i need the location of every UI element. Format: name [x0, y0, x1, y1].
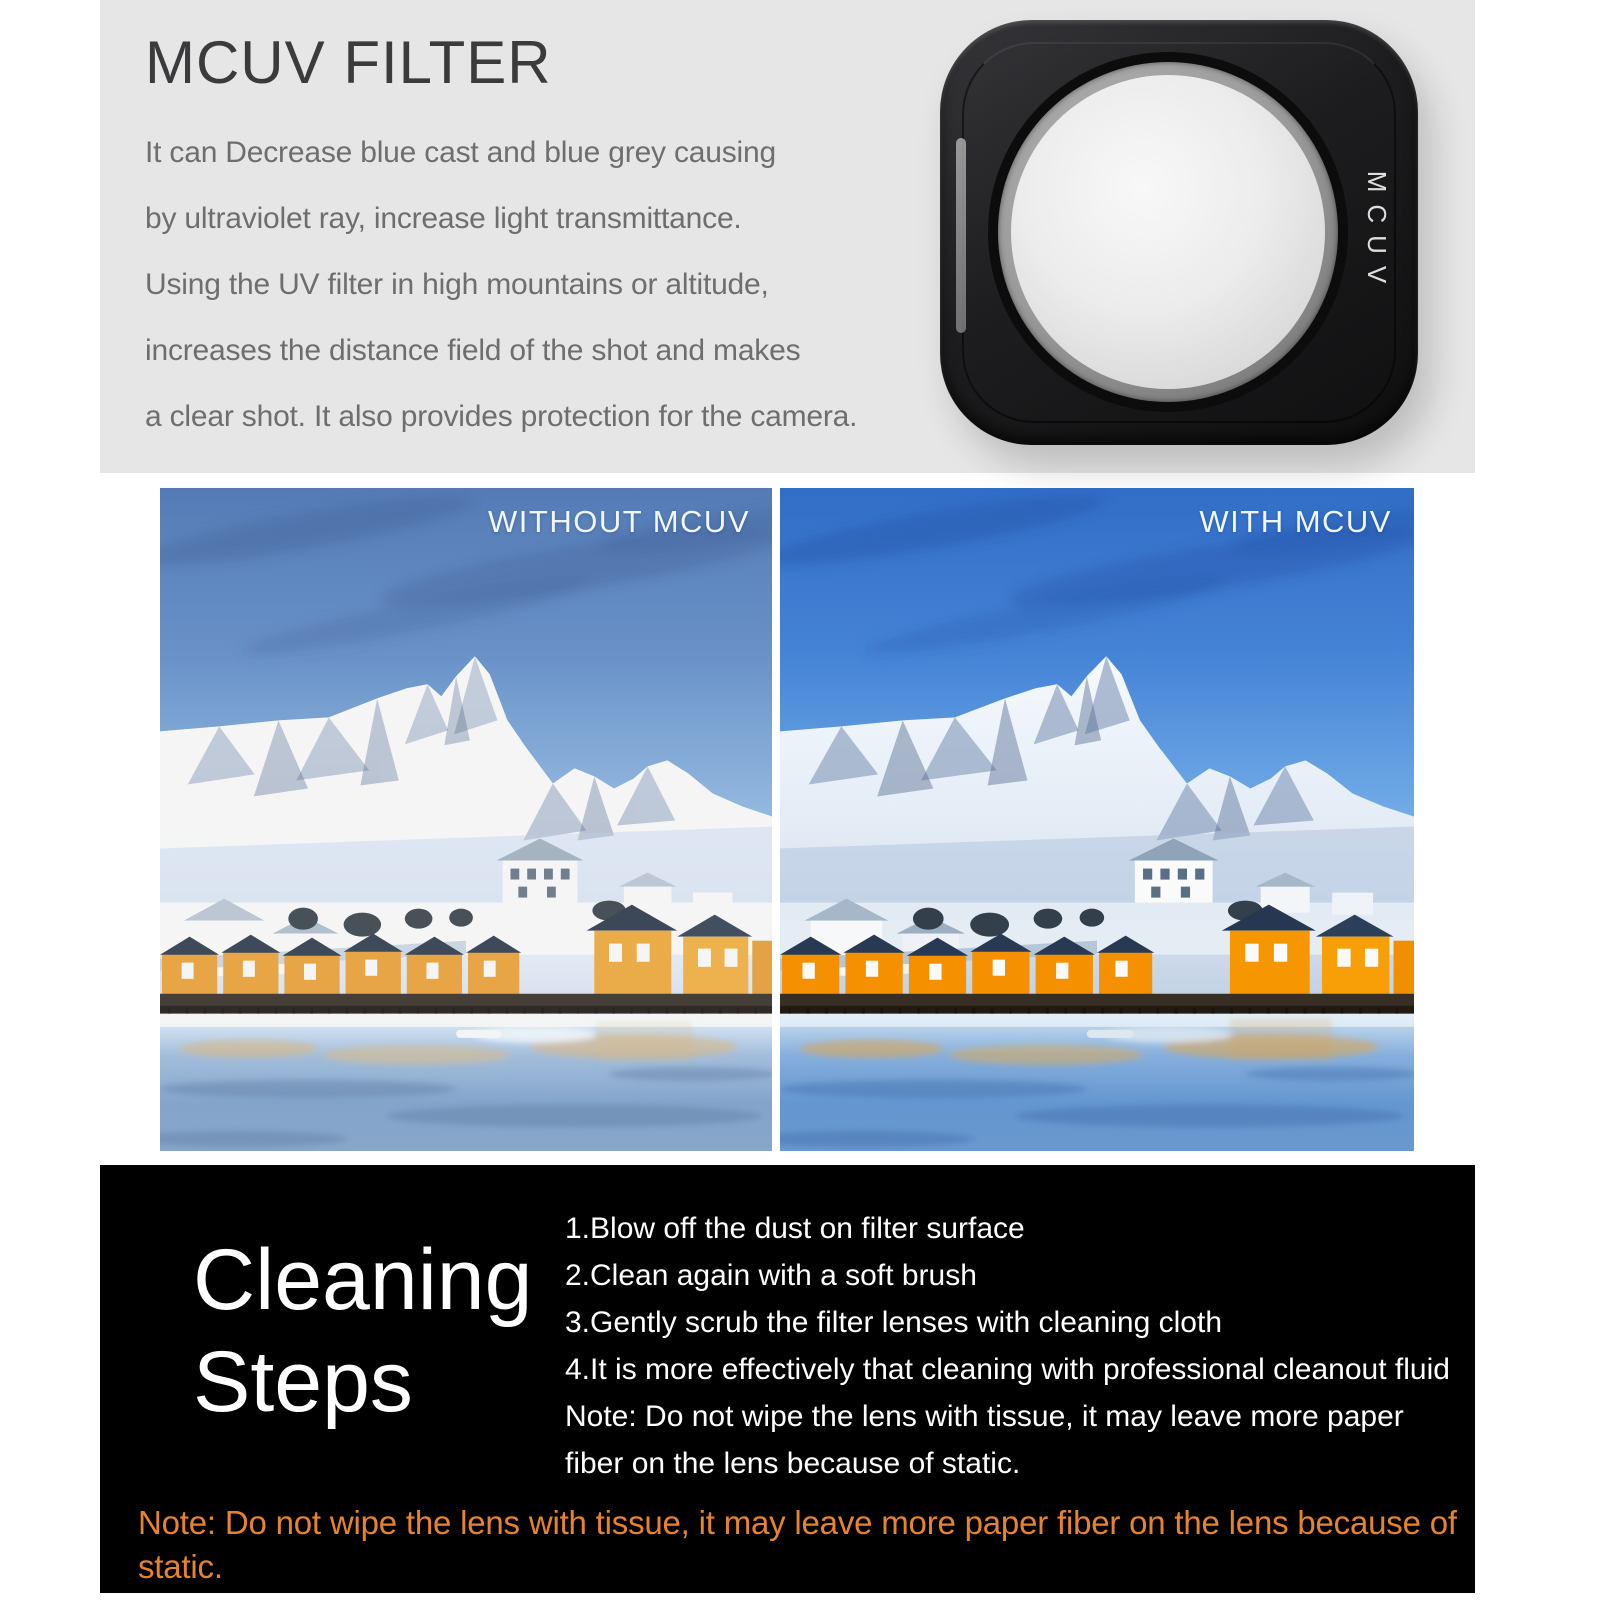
- filter-lens-glass: [1011, 75, 1325, 389]
- cleaning-step: 4.It is more effectively that cleaning with professional cleanout fluid: [565, 1353, 1450, 1386]
- cleaning-note-line: fiber on the lens because of static.: [565, 1447, 1021, 1480]
- description-line: increases the distance field of the shot and makes: [145, 334, 801, 367]
- cleaning-heading: [193, 1229, 532, 1433]
- cleaning-note-line: Note: Do not wipe the lens with tissue, it may leave more paper: [565, 1400, 1404, 1433]
- hero-panel: [100, 0, 1475, 473]
- cleaning-section: [100, 1165, 1475, 1593]
- description-line: Using the UV filter in high mountains or altitude,: [145, 268, 769, 301]
- product-image: [940, 20, 1418, 445]
- cleaning-step: 3.Gently scrub the filter lenses with cleaning cloth: [565, 1306, 1222, 1339]
- photo-without-mcuv: [160, 488, 772, 1151]
- cleaning-step: 2.Clean again with a soft brush: [565, 1259, 977, 1292]
- hero-description: [145, 120, 857, 450]
- comparison-section: [160, 488, 1414, 1151]
- page-title: MCUV FILTER: [145, 29, 552, 96]
- filter-side-branding: [956, 138, 966, 333]
- filter-lens-ring: [998, 62, 1338, 402]
- photo-label-with: WITH MCUV: [1199, 504, 1392, 539]
- cleaning-steps-list: [565, 1205, 1450, 1487]
- cleaning-step: 1.Blow off the dust on filter surface: [565, 1212, 1025, 1245]
- description-line: It can Decrease blue cast and blue grey causing: [145, 136, 776, 169]
- static-warning-note: Note: Do not wipe the lens with tissue, it may leave more paper fiber on the lens because of static.: [138, 1504, 1457, 1585]
- photo-with-mcuv: [780, 488, 1414, 1151]
- cleaning-heading-line: Steps: [193, 1334, 413, 1430]
- landscape-photo: [780, 488, 1414, 1151]
- description-line: a clear shot. It also provides protection for the camera.: [145, 400, 858, 433]
- description-line: by ultraviolet ray, increase light transmittance.: [145, 202, 742, 235]
- filter-mcuv-label: MCUV: [1362, 170, 1392, 295]
- landscape-photo: [160, 488, 772, 1151]
- photo-label-without: WITHOUT MCUV: [488, 504, 750, 539]
- cleaning-heading-line: Cleaning: [193, 1232, 533, 1328]
